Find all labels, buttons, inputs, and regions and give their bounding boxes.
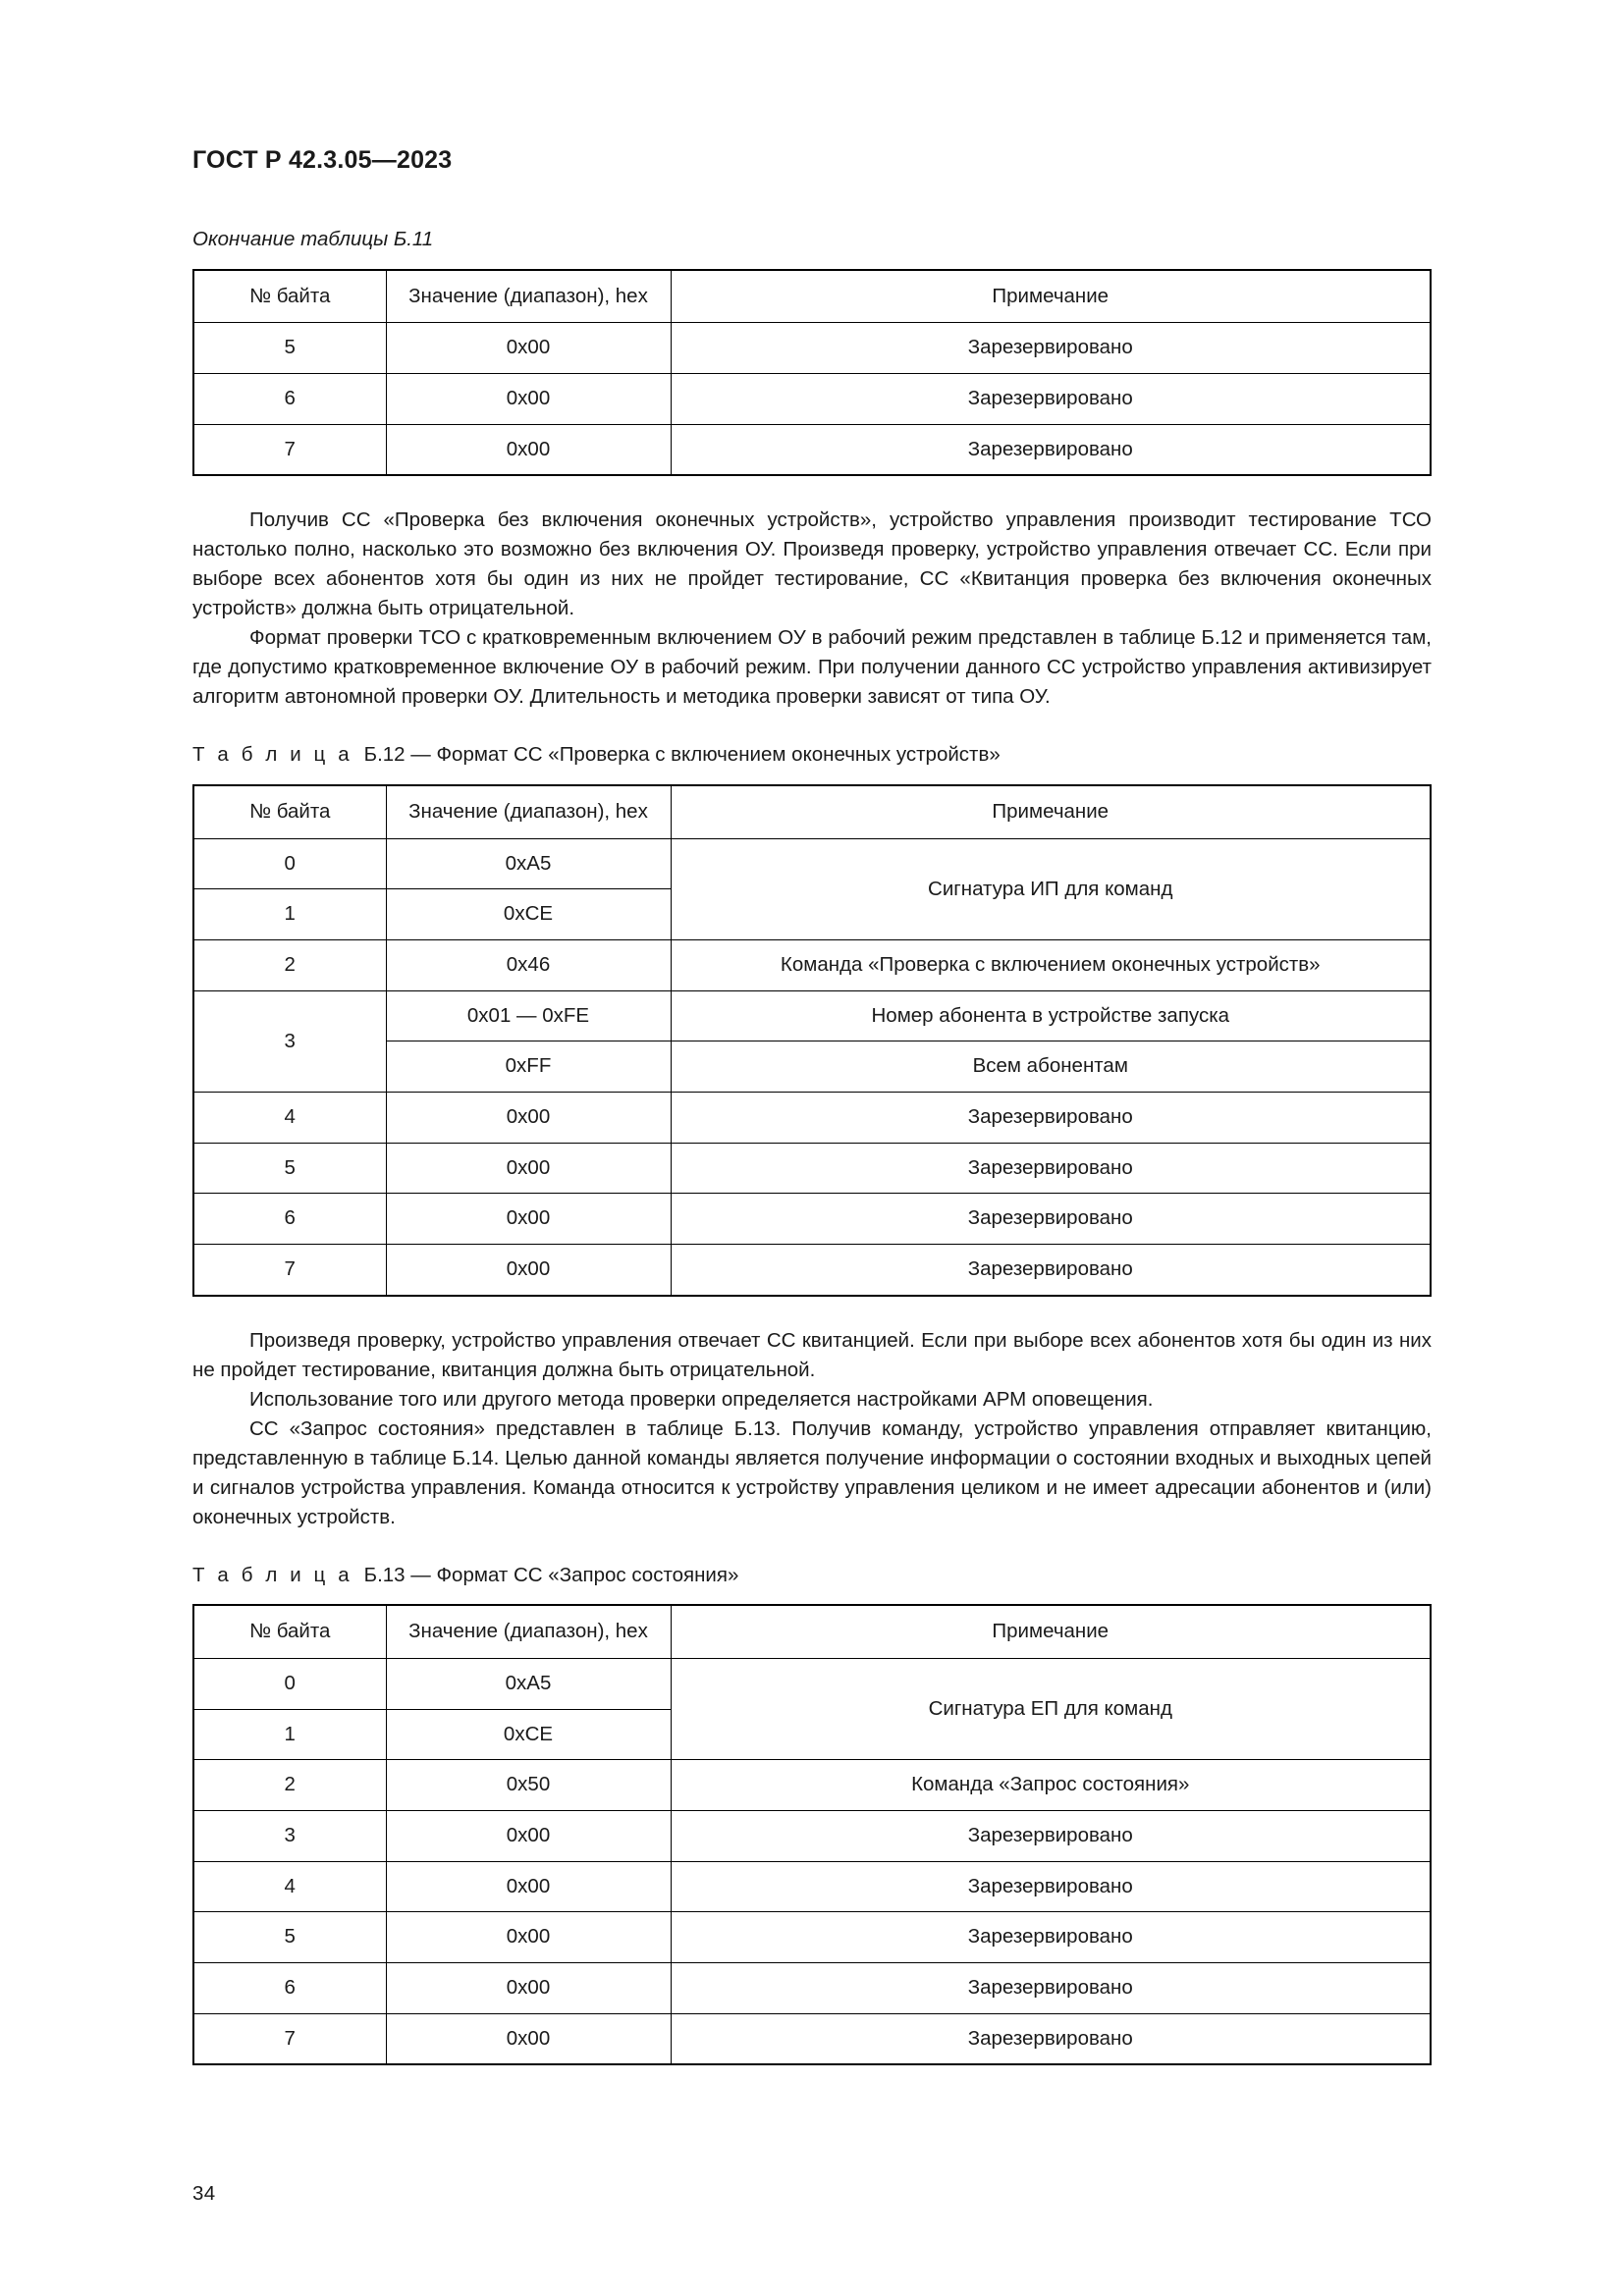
- cell-value: 0x00: [386, 2013, 671, 2064]
- table-row: [193, 1861, 1431, 1912]
- cell-byte: 3: [193, 990, 386, 1092]
- cell-value: 0x00: [386, 1194, 671, 1245]
- cell-note: Зарезервировано: [671, 1092, 1431, 1143]
- cell-byte: 6: [193, 1194, 386, 1245]
- cell-byte: 6: [193, 1962, 386, 2013]
- cell-byte: 2: [193, 1760, 386, 1811]
- cell-note: Зарезервировано: [671, 373, 1431, 424]
- paragraph-check-receipt: Произведя проверку, устройство управления отвечает СС квитанцией. Если при выборе всех абонентов хотя бы один из них не пройдет тестирование, квитанция должна быть отрицательной.: [192, 1328, 1432, 1381]
- cell-byte: 0: [193, 838, 386, 889]
- table-row: [193, 1760, 1431, 1811]
- cell-note: Зарезервировано: [671, 1194, 1431, 1245]
- column-header-note: Примечание: [671, 270, 1431, 323]
- paragraph-block-2: [192, 1326, 1432, 1532]
- cell-byte: 5: [193, 323, 386, 374]
- document-standard-header: ГОСТ Р 42.3.05—2023: [192, 146, 453, 174]
- cell-byte: 2: [193, 940, 386, 991]
- cell-note: Всем абонентам: [671, 1041, 1431, 1093]
- cell-value: 0xA5: [386, 1659, 671, 1710]
- cell-value: 0x50: [386, 1760, 671, 1811]
- table-b13-header-row: [193, 1605, 1431, 1658]
- paragraph-method-settings: Использование того или другого метода проверки определяется настройками АРМ оповещения.: [249, 1387, 1154, 1411]
- cell-byte: 7: [193, 1244, 386, 1295]
- page-number: 34: [192, 2182, 216, 2205]
- cell-value: 0x00: [386, 424, 671, 475]
- table-b13-caption-number: Б.13: [363, 1563, 406, 1586]
- cell-byte: 1: [193, 889, 386, 940]
- table-row: [193, 1912, 1431, 1963]
- cell-value: 0xCE: [386, 889, 671, 940]
- table-row: [193, 1962, 1431, 2013]
- cell-value: 0xA5: [386, 838, 671, 889]
- cell-byte: 5: [193, 1143, 386, 1194]
- cell-note: Сигнатура ЕП для команд: [671, 1659, 1431, 1760]
- cell-value: 0xFF: [386, 1041, 671, 1093]
- table-b12-caption: [192, 741, 1432, 769]
- cell-note: Команда «Запрос состояния»: [671, 1760, 1431, 1811]
- table-row: [193, 373, 1431, 424]
- cell-note: Зарезервировано: [671, 1962, 1431, 2013]
- column-header-note: Примечание: [671, 1605, 1431, 1658]
- cell-note: Зарезервировано: [671, 1861, 1431, 1912]
- cell-note: Зарезервировано: [671, 1810, 1431, 1861]
- table-row: [193, 838, 1431, 889]
- cell-byte: 5: [193, 1912, 386, 1963]
- cell-note: Зарезервировано: [671, 1244, 1431, 1295]
- column-header-byte: № байта: [193, 270, 386, 323]
- table-row: [193, 323, 1431, 374]
- cell-note: Номер абонента в устройстве запуска: [671, 990, 1431, 1041]
- paragraph-status-request: СС «Запрос состояния» представлен в таблице Б.13. Получив команду, устройство управления отправляет квитанцию, представленную в таблице Б.14. Целью данной команды является получение информации о состоянии входных и выходных цепей и сигналов устройства управления. Команда относится к устройству управления целиком и не имеет адресации абонентов и (или) оконечных устройств.: [192, 1416, 1432, 1528]
- cell-value: 0x00: [386, 1810, 671, 1861]
- cell-value: 0x46: [386, 940, 671, 991]
- cell-note: Команда «Проверка с включением оконечных устройств»: [671, 940, 1431, 991]
- column-header-byte: № байта: [193, 1605, 386, 1658]
- cell-value: 0x01 — 0xFE: [386, 990, 671, 1041]
- paragraph-format-check-tso: Формат проверки ТСО с кратковременным включением ОУ в рабочий режим представлен в таблице Б.12 и применяется там, где допустимо кратковременное включение ОУ в рабочий режим. При получении данного СС устройство управления активизирует алгоритм автономной проверки ОУ. Длительность и методика проверки зависят от типа ОУ.: [192, 626, 1432, 709]
- table-row: [193, 1659, 1431, 1710]
- table-row: [193, 1194, 1431, 1245]
- cell-value: 0x00: [386, 1092, 671, 1143]
- cell-byte: 1: [193, 1709, 386, 1760]
- paragraph-block-1: [192, 506, 1432, 712]
- cell-note: Зарезервировано: [671, 424, 1431, 475]
- table-b13-caption-dash: —: [410, 1563, 431, 1586]
- table-row: [193, 424, 1431, 475]
- cell-value: 0xCE: [386, 1709, 671, 1760]
- cell-note: Зарезервировано: [671, 1143, 1431, 1194]
- cell-byte: 0: [193, 1659, 386, 1710]
- cell-value: 0x00: [386, 1143, 671, 1194]
- cell-value: 0x00: [386, 373, 671, 424]
- column-header-byte: № байта: [193, 785, 386, 838]
- cell-note: Сигнатура ИП для команд: [671, 838, 1431, 939]
- table-b12-caption-number: Б.12: [363, 743, 406, 767]
- table-b11-caption: Окончание таблицы Б.11: [192, 228, 434, 250]
- cell-note: Зарезервировано: [671, 2013, 1431, 2064]
- table-row: [193, 940, 1431, 991]
- table-row: [193, 990, 1431, 1041]
- table-b13-caption: [192, 1562, 1432, 1589]
- page-content: [192, 145, 1432, 2065]
- column-header-note: Примечание: [671, 785, 1431, 838]
- table-b12-caption-title: Формат СС «Проверка с включением оконечных устройств»: [436, 743, 1001, 767]
- cell-value: 0x00: [386, 1912, 671, 1963]
- cell-byte: 7: [193, 2013, 386, 2064]
- cell-value: 0x00: [386, 1861, 671, 1912]
- table-row: [193, 2013, 1431, 2064]
- cell-byte: 3: [193, 1810, 386, 1861]
- table-b11-header-row: [193, 270, 1431, 323]
- column-header-value: Значение (диапазон), hex: [386, 785, 671, 838]
- table-row: [193, 1810, 1431, 1861]
- column-header-value: Значение (диапазон), hex: [386, 1605, 671, 1658]
- table-b13-caption-label: Т а б л и ц а: [192, 1563, 353, 1586]
- table-b12-caption-dash: —: [410, 743, 431, 767]
- table-b13-caption-title: Формат СС «Запрос состояния»: [436, 1563, 739, 1586]
- table-b12-caption-label: Т а б л и ц а: [192, 743, 353, 767]
- table-row: [193, 1143, 1431, 1194]
- table-b11: [192, 269, 1432, 477]
- table-b13: [192, 1604, 1432, 2065]
- cell-value: 0x00: [386, 323, 671, 374]
- cell-byte: 4: [193, 1861, 386, 1912]
- cell-value: 0x00: [386, 1244, 671, 1295]
- table-row: [193, 1092, 1431, 1143]
- table-b12: [192, 784, 1432, 1296]
- cell-value: 0x00: [386, 1962, 671, 2013]
- cell-byte: 6: [193, 373, 386, 424]
- column-header-value: Значение (диапазон), hex: [386, 270, 671, 323]
- cell-note: Зарезервировано: [671, 1912, 1431, 1963]
- table-row: [193, 1244, 1431, 1295]
- cell-byte: 4: [193, 1092, 386, 1143]
- cell-note: Зарезервировано: [671, 323, 1431, 374]
- table-b12-header-row: [193, 785, 1431, 838]
- cell-byte: 7: [193, 424, 386, 475]
- paragraph-received-cc-check: Получив СС «Проверка без включения оконечных устройств», устройство управления производит тестирование ТСО настолько полно, насколько это возможно без включения ОУ. Произведя проверку, устройство управления отвечает СС. Если при выборе всех абонентов хотя бы один из них не пройдет тестирование, СС «Квитанция проверка без включения оконечных устройств» должна быть отрицательной.: [192, 508, 1432, 620]
